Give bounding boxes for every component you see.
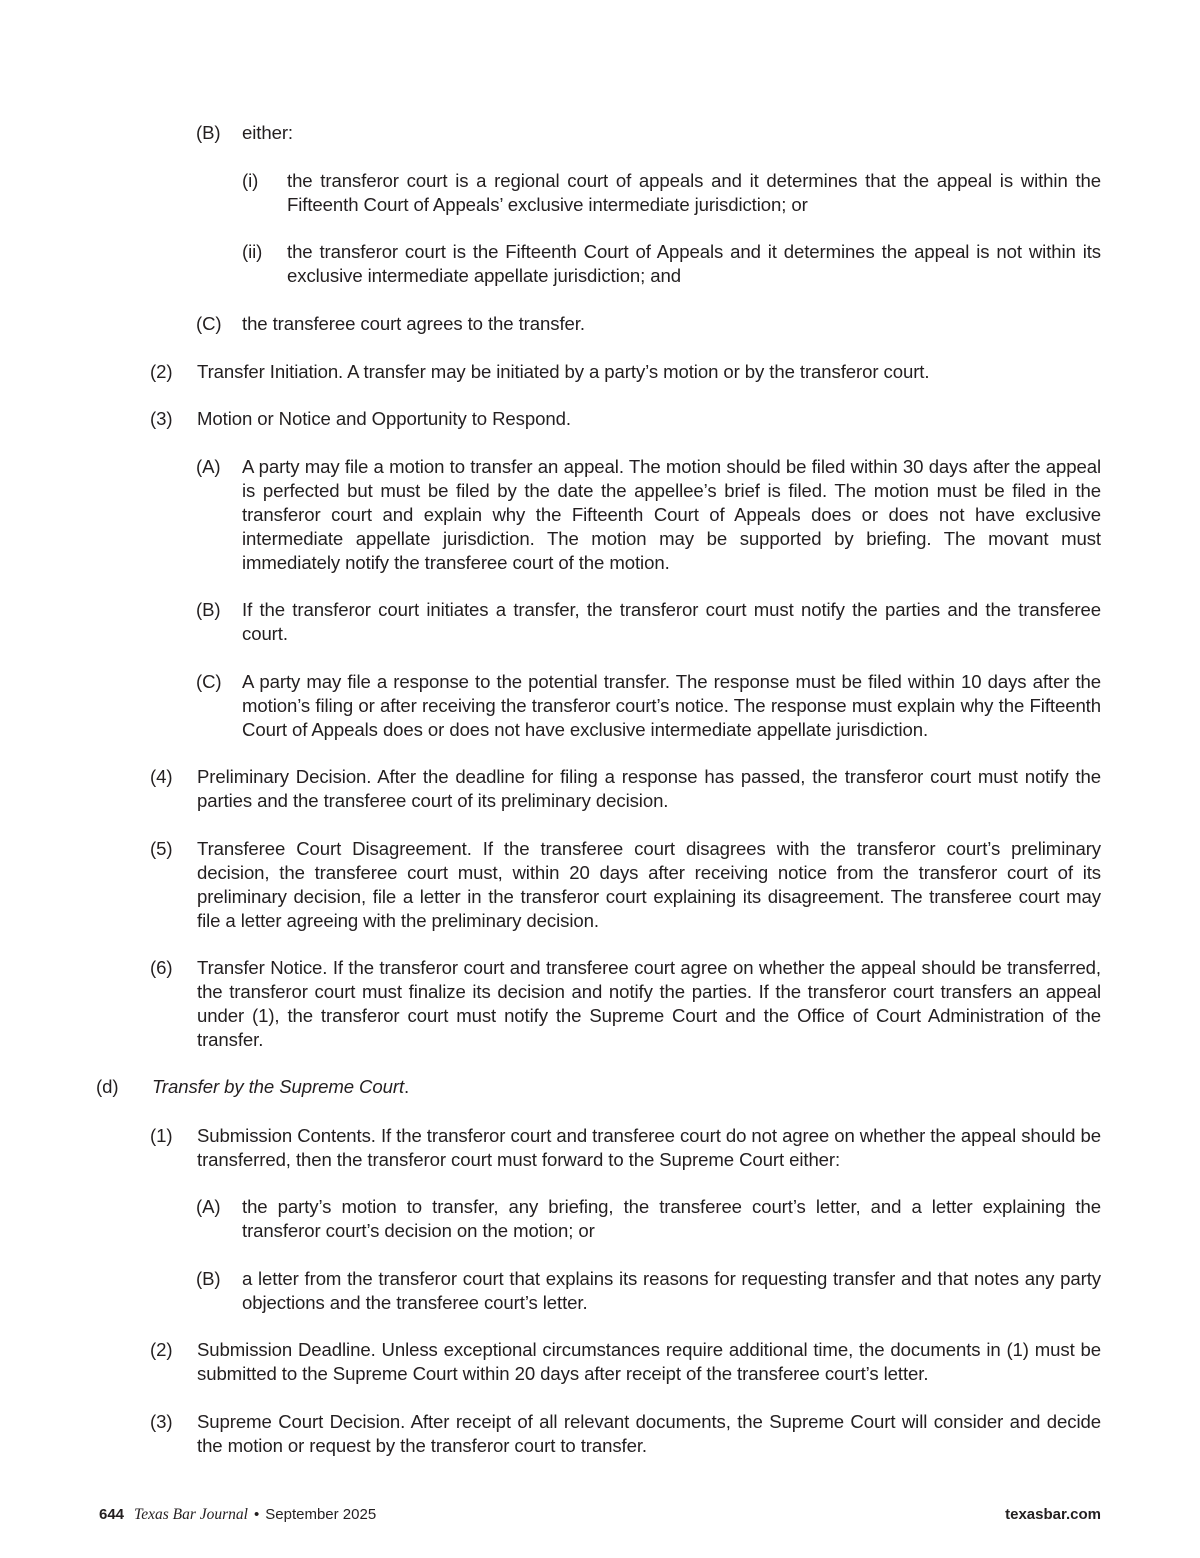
clause-text: A party may file a response to the potential transfer. The response must be filed within 10 days after the motion’s filing or after receiving the transferor court’s notice. The response must explain why the Fifteenth Court of Appeals does or does not have exclusive intermediate appellate jurisdiction. (242, 671, 1101, 740)
paragraph-text: Transferee Court Disagreement. If the transferee court disagrees with the transferor court’s preliminary decision, the transferee court must, within 20 days after receiving notice from the transferor court of its preliminary decision, file a letter in the transferor court explaining its disagreement. The transferee court may file a letter agreeing with the preliminary decision. (197, 838, 1101, 931)
paragraph-5-transferee-disagreement (150, 837, 1101, 933)
section-title: Transfer by the Supreme Court (152, 1076, 405, 1097)
section-title-wrap (152, 1075, 1101, 1099)
clause-b-i (242, 169, 1101, 217)
section-label: (d) (96, 1076, 119, 1097)
clause-label: (ii) (242, 241, 263, 262)
clause-text: the transferee court agrees to the transfer. (242, 313, 585, 334)
clause-text: the party’s motion to transfer, any briefing, the transferee court’s letter, and a letter explaining the transferor court’s decision on the motion; or (242, 1196, 1101, 1241)
paragraph-d3-supreme-court-decision (150, 1410, 1101, 1458)
paragraph-text: Transfer Notice. If the transferor court and transferee court agree on whether the appeal should be transferred, the transferor court must finalize its decision and notify the parties. If the transferor court transfers an appeal under (1), the transferor court must notify the Supreme Court and the Office of Court Administration of the transfer. (197, 957, 1101, 1050)
clause-text: a letter from the transferor court that explains its reasons for requesting transfer and that notes any party objections and the transferee court’s letter. (242, 1268, 1101, 1313)
clause-label: (A) (196, 1196, 221, 1217)
clause-text: the transferor court is a regional court of appeals and it determines that the appeal is within the Fifteenth Court of Appeals’ exclusive intermediate jurisdiction; or (287, 170, 1101, 215)
paragraph-label: (2) (150, 1339, 173, 1360)
paragraph-d1-submission-contents (150, 1124, 1101, 1172)
clause-label: (B) (196, 599, 221, 620)
footer-left (99, 1505, 376, 1525)
paragraph-text: Submission Contents. If the transferor court and transferee court do not agree on whether the appeal should be transferred, then the transferor court must forward to the Supreme Court either: (197, 1125, 1101, 1170)
clause-label: (B) (196, 122, 221, 143)
page-number: 644 (99, 1506, 125, 1523)
section-title-suffix: . (404, 1076, 410, 1097)
clause-d1a-party-motion (196, 1195, 1101, 1243)
paragraph-label: (1) (150, 1125, 173, 1146)
paragraph-2-transfer-initiation (150, 360, 1101, 384)
clause-label: (C) (196, 671, 222, 692)
paragraph-label: (3) (150, 408, 173, 429)
clause-3b-court-initiates (196, 598, 1101, 646)
clause-label: (C) (196, 313, 222, 334)
clause-d1b-letter (196, 1267, 1101, 1315)
clause-text: either: (242, 122, 293, 143)
paragraph-text: Supreme Court Decision. After receipt of all relevant documents, the Supreme Court will consider and decide the motion or request by the transferor court to transfer. (197, 1411, 1101, 1456)
clause-label: (B) (196, 1268, 221, 1289)
clause-b-either (196, 121, 1101, 145)
bullet-separator: • (254, 1506, 260, 1523)
paragraph-3-motion-or-notice (150, 407, 1101, 431)
paragraph-label: (5) (150, 838, 173, 859)
clause-3a-party-motion (196, 455, 1101, 575)
clause-text: the transferor court is the Fifteenth Court of Appeals and it determines the appeal is not within its exclusive intermediate appellate jurisdiction; and (287, 241, 1101, 286)
clause-label: (A) (196, 456, 221, 477)
section-d-heading (96, 1075, 1101, 1099)
clause-3c-response (196, 670, 1101, 742)
clause-text: A party may file a motion to transfer an appeal. The motion should be filed within 30 days after the appeal is perfected but must be filed by the date the appellee’s brief is filed. The motion must be filed in the transferor court and explain why the Fifteenth Court of Appeals does or does not have exclusive intermediate appellate jurisdiction. The motion may be supported by briefing. The movant must immediately notify the transferee court of the motion. (242, 456, 1101, 573)
paragraph-text: Motion or Notice and Opportunity to Respond. (197, 408, 571, 429)
paragraph-d2-submission-deadline (150, 1338, 1101, 1386)
paragraph-label: (6) (150, 957, 173, 978)
clause-b-ii (242, 240, 1101, 288)
journal-title: Texas Bar Journal (134, 1506, 248, 1523)
paragraph-text: Transfer Initiation. A transfer may be initiated by a party’s motion or by the transferor court. (197, 361, 930, 382)
paragraph-4-preliminary-decision (150, 765, 1101, 813)
paragraph-text: Preliminary Decision. After the deadline for filing a response has passed, the transferor court must notify the parties and the transferee court of its preliminary decision. (197, 766, 1101, 811)
paragraph-label: (4) (150, 766, 173, 787)
paragraph-label: (2) (150, 361, 173, 382)
website: texasbar.com (1005, 1506, 1101, 1523)
clause-label: (i) (242, 170, 259, 191)
paragraph-label: (3) (150, 1411, 173, 1432)
clause-text: If the transferor court initiates a transfer, the transferor court must notify the parties and the transferee court. (242, 599, 1101, 644)
paragraph-6-transfer-notice (150, 956, 1101, 1052)
issue-date: September 2025 (265, 1506, 377, 1523)
paragraph-text: Submission Deadline. Unless exceptional circumstances require additional time, the documents in (1) must be submitted to the Supreme Court within 20 days after receipt of the transferee court’s letter. (197, 1339, 1101, 1384)
clause-c-agree (196, 312, 1101, 336)
